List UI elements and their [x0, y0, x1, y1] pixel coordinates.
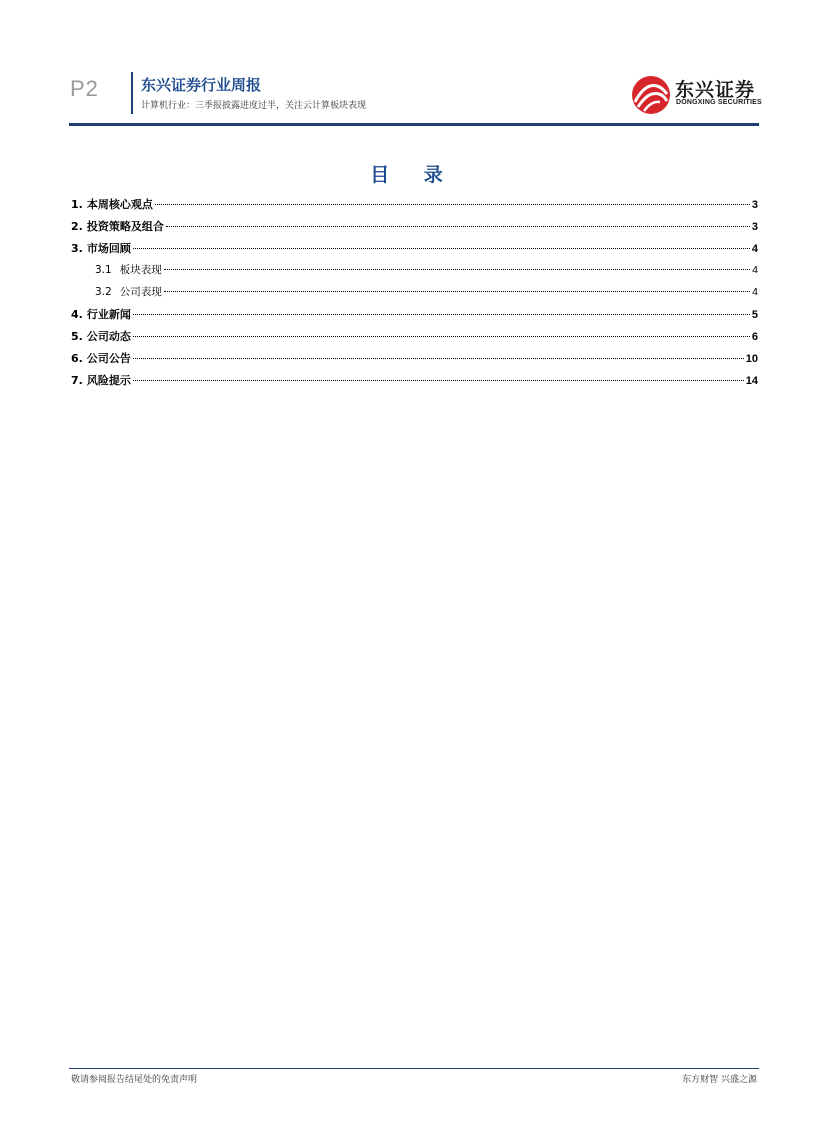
toc-entry-number: 3.2	[95, 286, 112, 298]
footer-disclaimer: 敬请参阅报告结尾处的免责声明	[71, 1075, 198, 1085]
footer-rule	[69, 1068, 759, 1069]
toc-entry[interactable]	[71, 306, 758, 328]
toc-entry-number: 6.	[71, 352, 83, 365]
footer-slogan: 东方财智 兴盛之源	[682, 1075, 757, 1085]
toc-entry-page: 3	[751, 221, 758, 233]
toc-entry-label: 板块表现	[119, 264, 162, 276]
toc-subentry[interactable]	[71, 284, 758, 306]
toc-entry-label: 公司动态	[86, 330, 131, 343]
toc-entry-label: 行业新闻	[86, 308, 131, 321]
toc-entry-page: 4	[752, 286, 758, 298]
toc-subentry[interactable]	[71, 262, 758, 284]
toc-entry[interactable]	[71, 372, 758, 394]
toc-entry-label: 市场回顾	[86, 242, 131, 255]
toc-entry-number: 4.	[71, 308, 83, 321]
toc-entry-page: 10	[745, 353, 758, 365]
toc-entry-page: 4	[752, 264, 758, 276]
toc-entry[interactable]	[71, 328, 758, 350]
toc-entry[interactable]	[71, 350, 758, 372]
toc-entry[interactable]	[71, 240, 758, 262]
toc-entry-number: 1.	[71, 198, 83, 211]
toc-title: 目 录	[370, 164, 457, 186]
toc-entry-page: 4	[751, 243, 758, 255]
toc-entry[interactable]	[71, 218, 758, 240]
toc-entry-number: 3.1	[95, 264, 112, 276]
toc-entry-number: 3.	[71, 242, 83, 255]
header-divider	[131, 72, 133, 114]
toc-leader-dots	[166, 226, 750, 227]
toc-entry-label: 公司公告	[86, 352, 131, 365]
toc-leader-dots	[133, 380, 744, 381]
toc-entry-label: 风险提示	[86, 374, 131, 387]
toc-entry-number: 7.	[71, 374, 83, 387]
toc-leader-dots	[164, 269, 750, 270]
toc-entry-label: 公司表现	[119, 286, 162, 298]
page-number: P2	[70, 76, 99, 101]
toc-leader-dots	[133, 314, 750, 315]
toc-entry-number: 2.	[71, 220, 83, 233]
report-type: 东兴证券行业周报	[141, 76, 262, 94]
toc-entry-label: 投资策略及组合	[86, 220, 164, 233]
toc-leader-dots	[133, 358, 744, 359]
toc-entry-page: 6	[751, 331, 758, 343]
logo-english-name: DONGXING SECURITIES	[676, 99, 762, 106]
logo-name: 东兴证券	[675, 79, 756, 101]
toc-leader-dots	[133, 336, 750, 337]
report-subtitle: 计算机行业：三季报披露进度过半，关注云计算板块表现	[141, 101, 367, 111]
toc-leader-dots	[133, 248, 750, 249]
table-of-contents	[71, 196, 758, 394]
toc-entry-page: 14	[745, 375, 758, 387]
toc-leader-dots	[164, 291, 750, 292]
toc-entry-page: 5	[751, 309, 758, 321]
toc-entry[interactable]	[71, 196, 758, 218]
toc-entry-page: 3	[751, 199, 758, 211]
toc-entry-number: 5.	[71, 330, 83, 343]
toc-entry-label: 本周核心观点	[86, 198, 153, 211]
header-rule	[69, 123, 759, 126]
toc-leader-dots	[155, 204, 750, 205]
